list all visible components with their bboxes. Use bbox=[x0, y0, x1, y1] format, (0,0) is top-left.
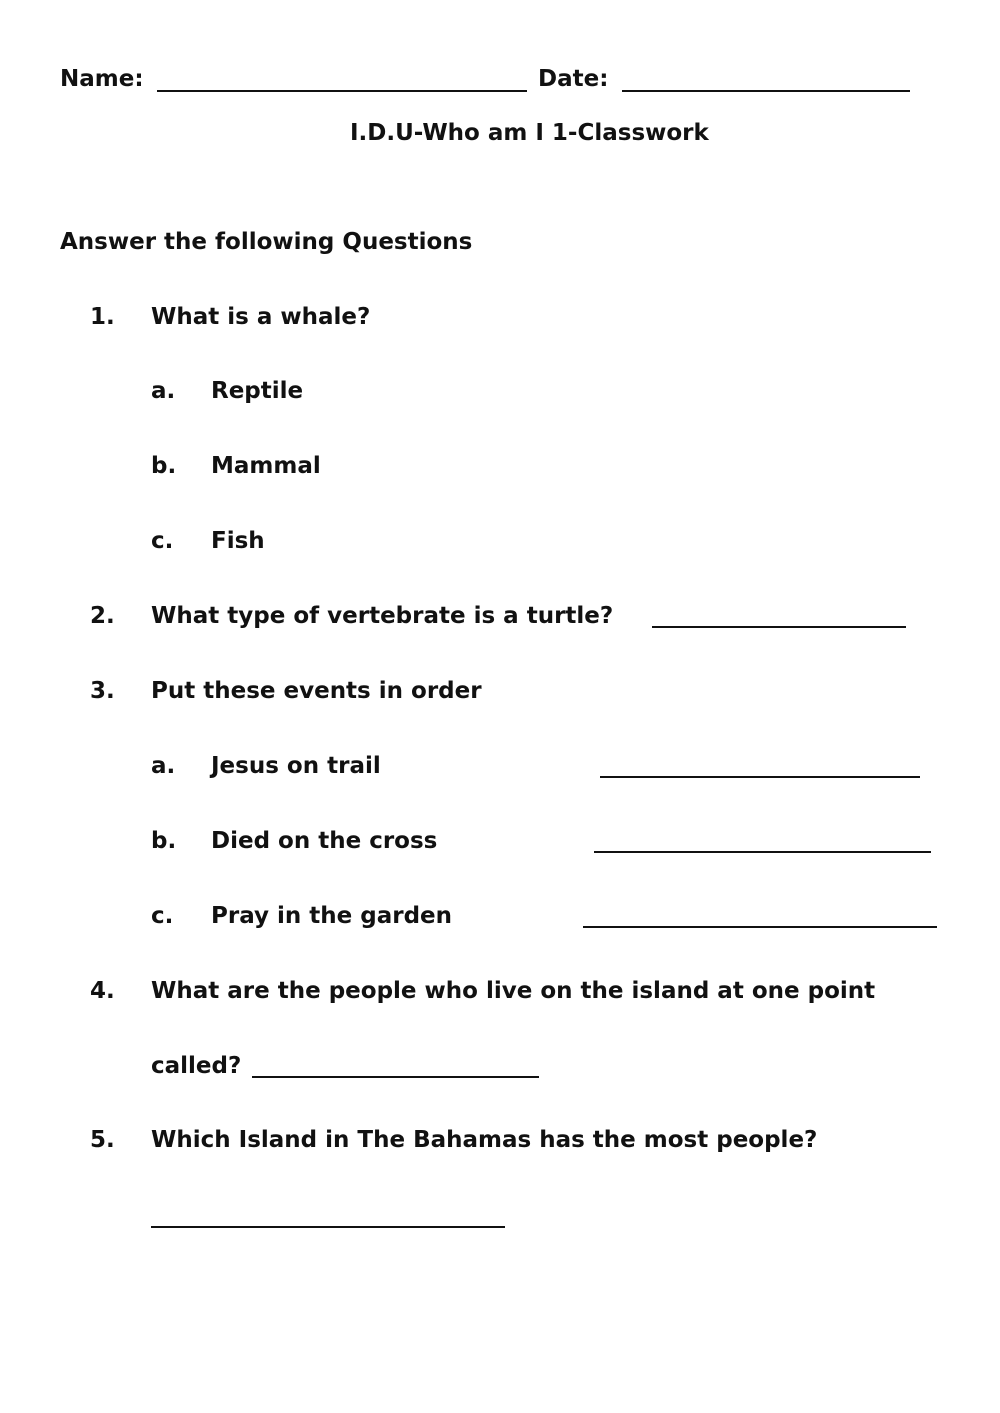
name-field[interactable] bbox=[157, 90, 527, 92]
question-number: 2. bbox=[90, 603, 115, 629]
question-number: 3. bbox=[90, 678, 115, 704]
question-text: What type of vertebrate is a turtle? bbox=[151, 603, 614, 629]
question-text: Which Island in The Bahamas has the most people? bbox=[151, 1127, 818, 1153]
option-letter: a. bbox=[151, 378, 176, 404]
date-label: Date: bbox=[538, 66, 609, 92]
name-label: Name: bbox=[60, 66, 144, 92]
question-text: What is a whale? bbox=[151, 304, 371, 330]
option-fish[interactable]: Fish bbox=[211, 528, 265, 554]
event-text: Jesus on trail bbox=[211, 753, 381, 779]
date-field[interactable] bbox=[622, 90, 910, 92]
question-number: 5. bbox=[90, 1127, 115, 1153]
option-letter: c. bbox=[151, 528, 174, 554]
option-mammal[interactable]: Mammal bbox=[211, 453, 321, 479]
question-number: 4. bbox=[90, 978, 115, 1004]
order-field[interactable] bbox=[600, 776, 920, 778]
order-field[interactable] bbox=[583, 926, 937, 928]
option-letter: b. bbox=[151, 828, 177, 854]
option-reptile[interactable]: Reptile bbox=[211, 378, 304, 404]
question-text-continued: called? bbox=[151, 1053, 242, 1079]
option-letter: c. bbox=[151, 903, 174, 929]
option-letter: b. bbox=[151, 453, 177, 479]
question-number: 1. bbox=[90, 304, 115, 330]
event-text: Pray in the garden bbox=[211, 903, 453, 929]
answer-field[interactable] bbox=[652, 626, 906, 628]
question-text: Put these events in order bbox=[151, 678, 482, 704]
worksheet-title: I.D.U-Who am I 1-Classwork bbox=[350, 120, 709, 146]
question-text: What are the people who live on the island at one point bbox=[151, 978, 876, 1004]
instructions: Answer the following Questions bbox=[60, 229, 473, 255]
answer-field[interactable] bbox=[252, 1076, 539, 1078]
event-text: Died on the cross bbox=[211, 828, 438, 854]
option-letter: a. bbox=[151, 753, 176, 779]
order-field[interactable] bbox=[594, 851, 931, 853]
answer-field[interactable] bbox=[151, 1226, 505, 1228]
